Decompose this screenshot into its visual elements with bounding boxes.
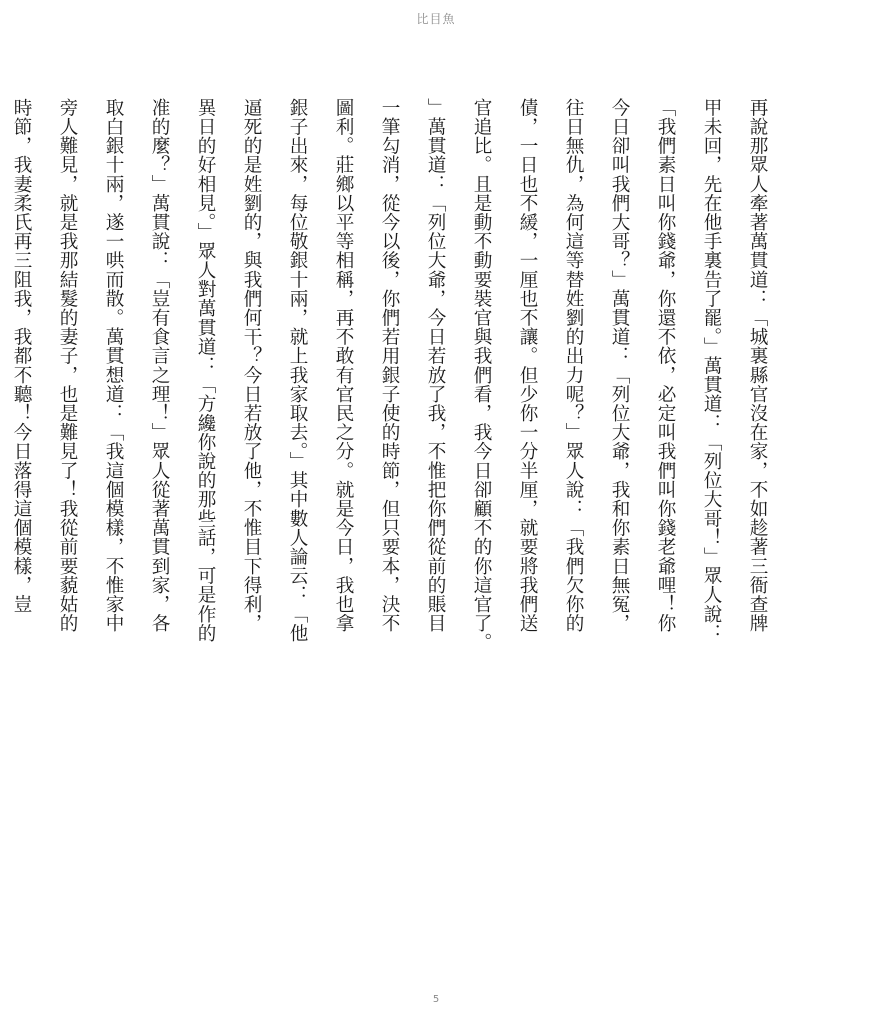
body-paragraph: 再說那眾人牽著萬貫道：「城裏縣官沒在家，不如趁著三衙查牌甲未回，先在他手裏告了罷。」萬貫道：「列位大哥！」眾人說：「我們素日叫你錢爺，你還不依，必定叫我們叫你錢老爺哩！你今日卻叫我們大哥？」萬貫道：「列位大爺，我和你素日無冤，往日無仇，為何這等替姓劉的出力呢？」眾人說：「我們欠你的債，一日也不緩，一厘也不讓。但少你一分半厘，就要將我們送官追比。且是動不動要裝官與我們看，我今日卻顧不的你這官了。」萬貫道：「列位大爺，今日若放了我，不惟把你們從前的賬目一筆勾消，從今以後，你們若用銀子使的時節，但只要本，決不圖利。莊鄉以平等相稱，再不敢有官民之分。就是今日，我也拿銀子出來，每位敬銀十兩，就上我家取去。」其中數人論云：「他逼死的是姓劉的，與我們何干？今日若放了他，不惟目下得利，異日的好相見。」眾人對萬貫道：「方纔你說的那些話，可是作的准的麼？」萬貫說：「豈有食言之理！」眾人從著萬貫到家，各取白銀十兩，遂一哄而散。萬貫想道：「我這個模樣，不惟家中旁人難見，就是我那結髮的妻子，也是難見了！我從前要藐姑的時節，我妻柔氏再三阻我，我都不聽！今日落得這個模樣，豈 xyxy=(11,98,768,643)
page-number: 5 xyxy=(432,994,440,1005)
page-header-title: 比目魚 xyxy=(416,12,456,26)
vertical-text-body xyxy=(11,98,780,643)
